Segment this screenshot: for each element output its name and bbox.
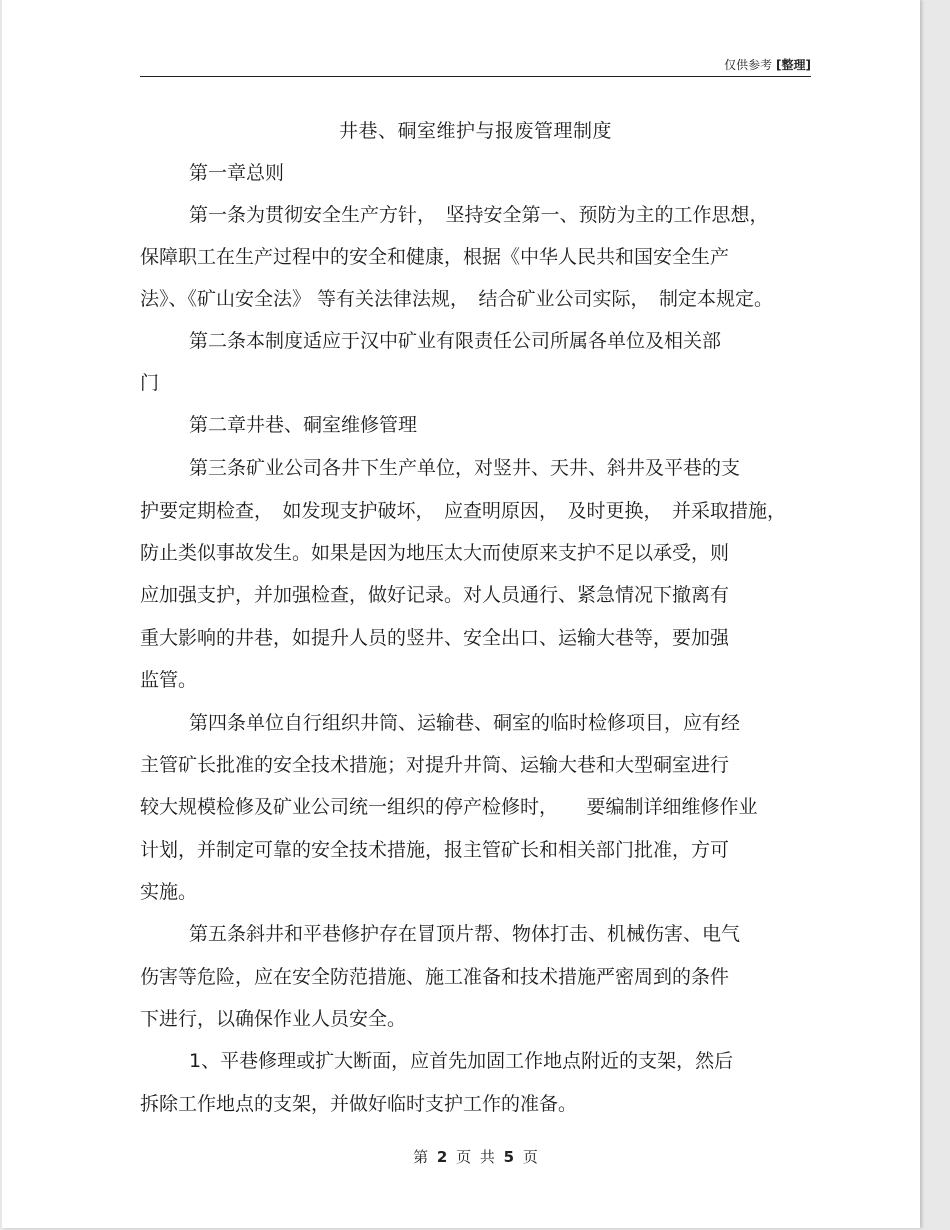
page-footer [140, 1146, 811, 1167]
paragraph-line: 下进行，以确保作业人员安全。 [140, 1008, 407, 1030]
chapter-heading: 第一章总则 [189, 162, 285, 184]
paragraph-line: 第一条为贯彻安全生产方针， 坚持安全第一、预防为主的工作思想， [189, 204, 769, 226]
paragraph-line: 护要定期检查， 如发现支护破坏， 应查明原因， 及时更换， 并采取措施， [140, 500, 787, 522]
chapter-heading: 第二章井巷、硐室维修管理 [189, 414, 418, 436]
paragraph-line: 计划，并制定可靠的安全技术措施，报主管矿长和相关部门批准，方可 [140, 839, 730, 861]
header-note: 仅供参考 [724, 58, 773, 72]
header-rule [140, 76, 811, 77]
paragraph-line: 第四条单位自行组织井筒、运输巷、硐室的临时检修项目，应有经 [189, 712, 741, 734]
paragraph-line: 第五条斜井和平巷修护存在冒顶片帮、物体打击、机械伤害、电气 [189, 923, 741, 945]
page-header [140, 55, 811, 75]
footer-mid: 页 共 [456, 1148, 495, 1166]
paragraph-line: 第三条矿业公司各井下生产单位，对竖井、天井、斜井及平巷的支 [189, 457, 741, 479]
document-title: 井巷、硐室维护与报废管理制度 [338, 120, 612, 142]
document-page [2, 0, 920, 1228]
footer-suffix: 页 [522, 1148, 538, 1166]
paragraph-line: 法》、《矿山安全法》 等有关法律法规， 结合矿业公司实际， 制定本规定。 [140, 288, 774, 310]
paragraph-line: 伤害等危险，应在安全防范措施、施工准备和技术措施严密周到的条件 [140, 966, 730, 988]
paragraph-line: 保障职工在生产过程中的安全和健康，根据《中华人民共和国安全生产 [140, 246, 730, 268]
paragraph-line: 1、平巷修理或扩大断面，应首先加固工作地点附近的支架，然后 [189, 1050, 734, 1072]
paragraph-line: 防止类似事故发生。如果是因为地压太大而使原来支护不足以承受，则 [140, 542, 730, 564]
header-tag: [整理] [776, 58, 811, 72]
paragraph-line: 拆除工作地点的支架，并做好临时支护工作的准备。 [140, 1093, 578, 1115]
paragraph-line: 实施。 [140, 881, 198, 903]
paragraph-line: 第二条本制度适应于汉中矿业有限责任公司所属各单位及相关部 [189, 330, 722, 352]
paragraph-line: 较大规模检修及矿业公司统一组织的停产检修时， 要编制详细维修作业 [140, 796, 758, 818]
paragraph-line: 应加强支护，并加强检查，做好记录。对人员通行、紧急情况下撤离有 [140, 584, 730, 606]
footer-prefix: 第 [413, 1148, 429, 1166]
total-page-count: 5 [503, 1148, 515, 1166]
current-page-number: 2 [436, 1148, 448, 1166]
paragraph-line: 主管矿长批准的安全技术措施；对提升井筒、运输大巷和大型硐室进行 [140, 754, 730, 776]
paragraph-line: 门 [140, 372, 160, 394]
paragraph-line: 重大影响的井巷，如提升人员的竖井、安全出口、运输大巷等，要加强 [140, 627, 730, 649]
paragraph-line: 监管。 [140, 669, 198, 691]
